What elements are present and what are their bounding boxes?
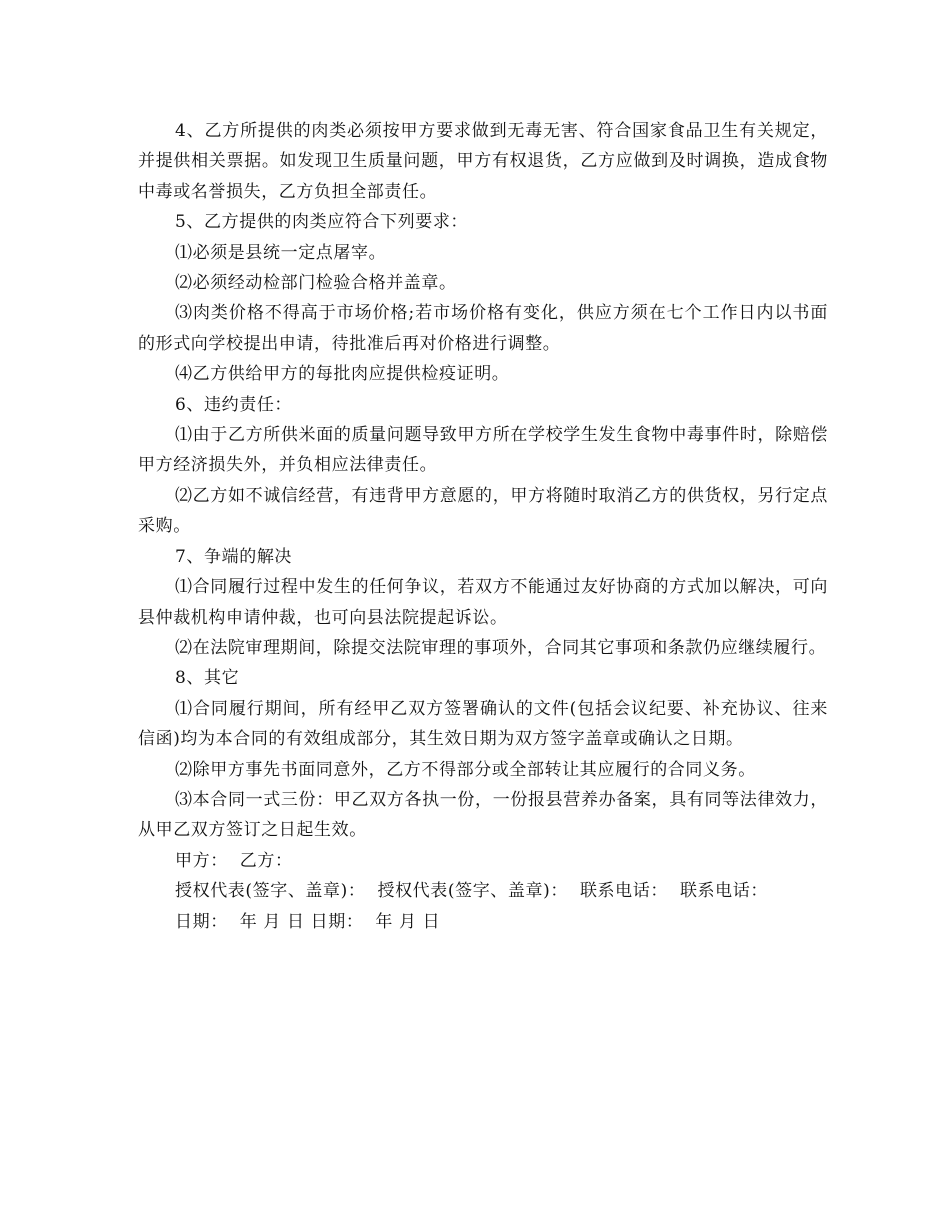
- clause-7-heading: 7、争端的解决: [175, 546, 293, 567]
- clause-6-item-2: ⑵乙方如不诚信经营，有违背甲方意愿的，甲方将随时取消乙方的供货权，另行定点采购。: [138, 485, 828, 537]
- contract-body: [138, 116, 828, 937]
- clause-8-item-1: ⑴合同履行期间，所有经甲乙双方签署确认的文件(包括会议纪要、补充协议、往来信函)均为本合同的有效组成部分，其生效日期为双方签字盖章或确认之日期。: [138, 698, 828, 750]
- clause-7-item-1: ⑴合同履行过程中发生的任何争议，若双方不能通过友好协商的方式加以解决，可向县仲裁机构申请仲裁，也可向县法院提起诉讼。: [138, 577, 828, 628]
- signature-dates: 日期： 年 月 日 日期： 年 月 日: [175, 911, 441, 932]
- clause-5-item-4: ⑷乙方供给甲方的每批肉应提供检疫证明。: [175, 364, 510, 385]
- clause-8-heading: 8、其它: [175, 668, 240, 689]
- clause-4: 4、乙方所提供的肉类必须按甲方要求做到无毒无害、符合国家食品卫生有关规定，并提供相关票据。如发现卫生质量问题，甲方有权退货，乙方应做到及时调换，造成食物中毒或名誉损失，乙方负担全部责任。: [138, 121, 828, 202]
- clause-8-item-3: ⑶本合同一式三份：甲乙双方各执一份，一份报县营养办备案，具有同等法律效力，从甲乙双方签订之日起生效。: [138, 789, 828, 841]
- clause-6-item-1: ⑴由于乙方所供米面的质量问题导致甲方所在学校学生发生食物中毒事件时，除赔偿甲方经济损失外，并负相应法律责任。: [138, 425, 828, 476]
- clause-6-heading: 6、违约责任：: [175, 394, 293, 415]
- clause-5-item-3: ⑶肉类价格不得高于市场价格;若市场价格有变化，供应方须在七个工作日内以书面的形式向学校提出申请，待批准后再对价格进行调整。: [138, 303, 828, 354]
- clause-5-item-1: ⑴必须是县统一定点屠宰。: [175, 242, 387, 263]
- clause-5-item-2: ⑵必须经动检部门检验合格并盖章。: [175, 273, 457, 294]
- signature-representatives: 授权代表(签字、盖章)： 授权代表(签字、盖章)： 联系电话： 联系电话：: [175, 881, 768, 902]
- clause-5-heading: 5、乙方提供的肉类应符合下列要求：: [175, 212, 469, 233]
- clause-8-item-2: ⑵除甲方事先书面同意外，乙方不得部分或全部转让其应履行的合同义务。: [175, 759, 756, 780]
- signature-parties: 甲方： 乙方：: [175, 850, 293, 871]
- clause-7-item-2: ⑵在法院审理期间，除提交法院审理的事项外，合同其它事项和条款仍应继续履行。: [175, 637, 827, 658]
